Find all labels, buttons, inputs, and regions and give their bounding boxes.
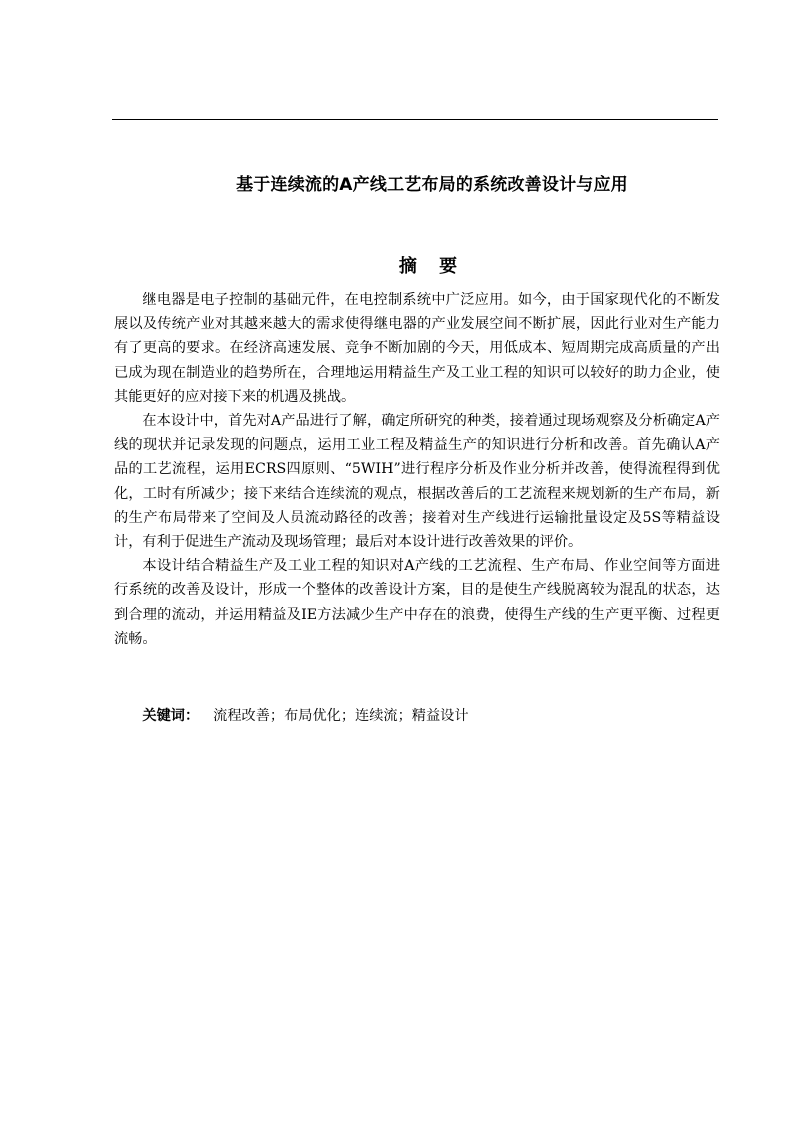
- abstract-body: [114, 288, 720, 651]
- header-rule: [112, 119, 718, 120]
- abstract-paragraph: 继电器是电子控制的基础元件，在电控制系统中广泛应用。如今，由于国家现代化的不断发展以及传统产业对其越来越大的需求使得继电器的产业发展空间不断扩展，因此行业对生产能力有了更高的要求。在经济高速发展、竞争不断加剧的今天，用低成本、短周期完成高质量的产出已成为现在制造业的趋势所在，合理地运用精益生产及工业工程的知识可以较好的助力企业，使其能更好的应对接下来的机遇及挑战。: [114, 292, 720, 405]
- abstract-paragraph: 在本设计中，首先对A产品进行了解，确定所研究的种类，接着通过现场观察及分析确定A产线的现状并记录发现的问题点，运用工业工程及精益生产的知识进行分析和改善。首先确认A产品的工艺流程，运用ECRS四原则、“5WIH”进行程序分析及作业分析并改善，使得流程得到优化，工时有所减少；接下来结合连续流的观点，根据改善后的工艺流程来规划新的生产布局，新的生产布局带来了空间及人员流动路径的改善；接着对生产线进行运输批量设定及5S等精益设计，有利于促进生产流动及现场管理；最后对本设计进行改善效果的评价。: [114, 413, 720, 551]
- abstract-heading: 摘 要: [398, 256, 466, 277]
- thesis-title: 基于连续流的A产线工艺布局的系统改善设计与应用: [236, 175, 628, 195]
- keywords-line: [114, 704, 720, 728]
- abstract-paragraph: 本设计结合精益生产及工业工程的知识对A产线的工艺流程、生产布局、作业空间等方面进行系统的改善及设计，形成一个整体的改善设计方案，目的是使生产线脱离较为混乱的状态，达到合理的流动，并运用精益及IE方法减少生产中存在的浪费，使得生产线的生产更平衡、过程更流畅。: [114, 558, 720, 647]
- keywords-value: 流程改善；布局优化；连续流；精益设计: [213, 708, 469, 724]
- keywords-label: 关键词：: [142, 708, 200, 724]
